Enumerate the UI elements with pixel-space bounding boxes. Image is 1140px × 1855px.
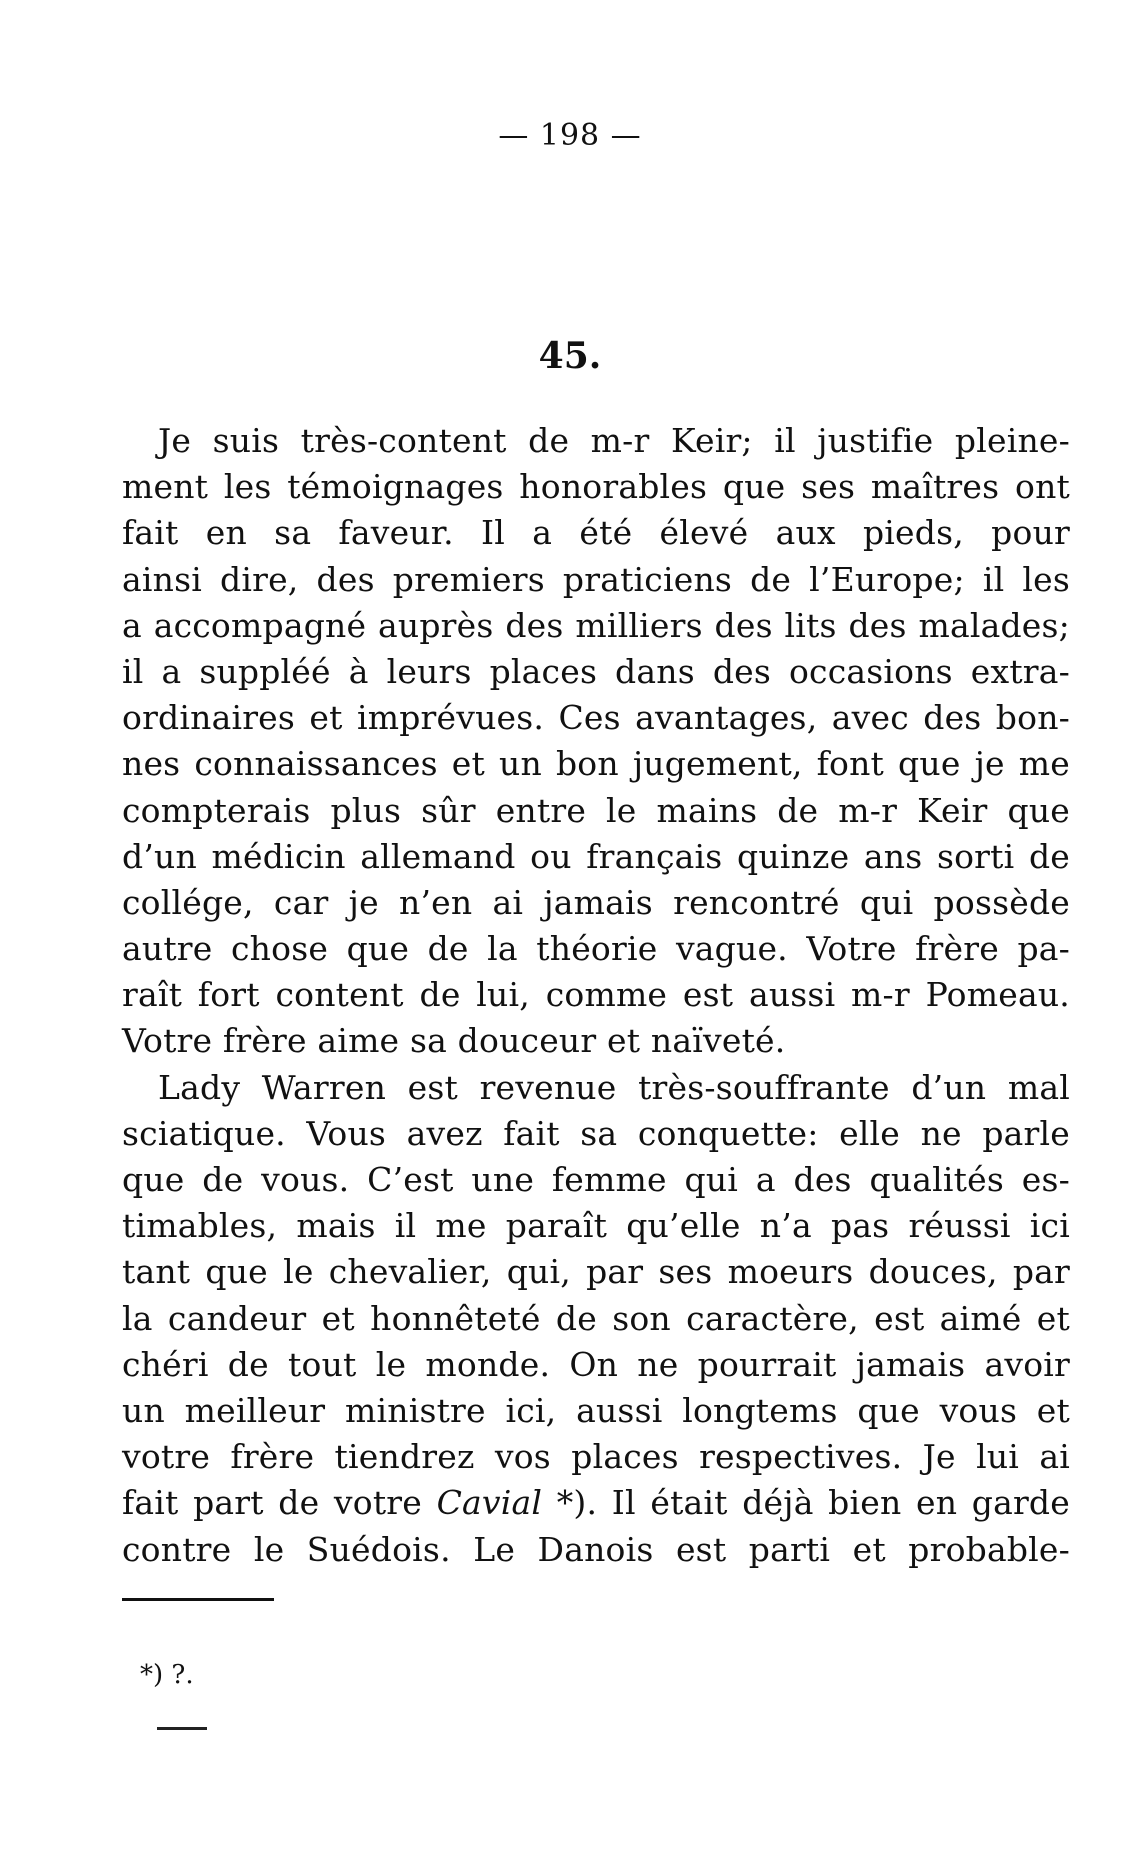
decorative-rule: [157, 1727, 207, 1730]
text-line: nes connaissances et un bon jugement, font que je me: [122, 744, 1070, 784]
italic-word-cavial: Cavial: [436, 1483, 543, 1523]
letter-body: [122, 418, 1070, 1573]
text-line: collége, car je n’en ai jamais rencontré qui possède: [122, 882, 1070, 922]
text-line: compterais plus sûr entre le mains de m-r Keir que: [122, 790, 1070, 830]
footnote-divider: [122, 1598, 274, 1601]
text-segment: *). Il était déjà bien en garde: [542, 1483, 1070, 1523]
text-line: timables, mais il me paraît qu’elle n’a pas réussi ici: [122, 1206, 1070, 1246]
text-line: votre frère tiendrez vos places respectives. Je lui ai: [122, 1437, 1070, 1477]
text-line: chéri de tout le monde. On ne pourrait jamais avoir: [122, 1344, 1070, 1384]
text-line: ordinaires et imprévues. Ces avantages, avec des bon-: [122, 698, 1070, 738]
text-line: [122, 1480, 1070, 1526]
text-line: il a suppléé à leurs places dans des occasions extra-: [122, 651, 1070, 691]
text-line: un meilleur ministre ici, aussi longtems que vous et: [122, 1390, 1070, 1430]
text-line: Votre frère aime sa douceur et naïveté.: [122, 1021, 786, 1061]
page-number: — 198 —: [498, 118, 642, 153]
text-line: fait en sa faveur. Il a été élevé aux pieds, pour: [122, 513, 1070, 553]
text-line: contre le Suédois. Le Danois est parti et probable-: [122, 1529, 1070, 1569]
text-line: ment les témoignages honorables que ses maîtres ont: [122, 467, 1070, 507]
letter-number: 45.: [538, 335, 602, 377]
text-line: raît fort content de lui, comme est aussi m-r Pomeau.: [122, 975, 1070, 1015]
footnote: *) ?.: [140, 1660, 194, 1690]
text-line: tant que le chevalier, qui, par ses moeurs douces, par: [122, 1252, 1070, 1292]
text-line: Lady Warren est revenue très-souffrante d’un mal: [158, 1067, 1070, 1107]
text-segment: fait part de votre: [122, 1483, 437, 1523]
text-line: a accompagné auprès des milliers des lits des malades;: [122, 605, 1070, 645]
text-line: d’un médicin allemand ou français quinze ans sorti de: [122, 836, 1070, 876]
text-line: autre chose que de la théorie vague. Votre frère pa-: [122, 929, 1070, 969]
text-line: ainsi dire, des premiers praticiens de l’Europe; il les: [122, 559, 1070, 599]
text-line: que de vous. C’est une femme qui a des qualités es-: [122, 1160, 1070, 1199]
text-line: Je suis très-content de m-r Keir; il justifie pleine-: [158, 421, 1070, 460]
text-line: sciatique. Vous avez fait sa conquette: elle ne parle: [122, 1113, 1070, 1153]
text-line: la candeur et honnêteté de son caractère, est aimé et: [122, 1298, 1070, 1338]
